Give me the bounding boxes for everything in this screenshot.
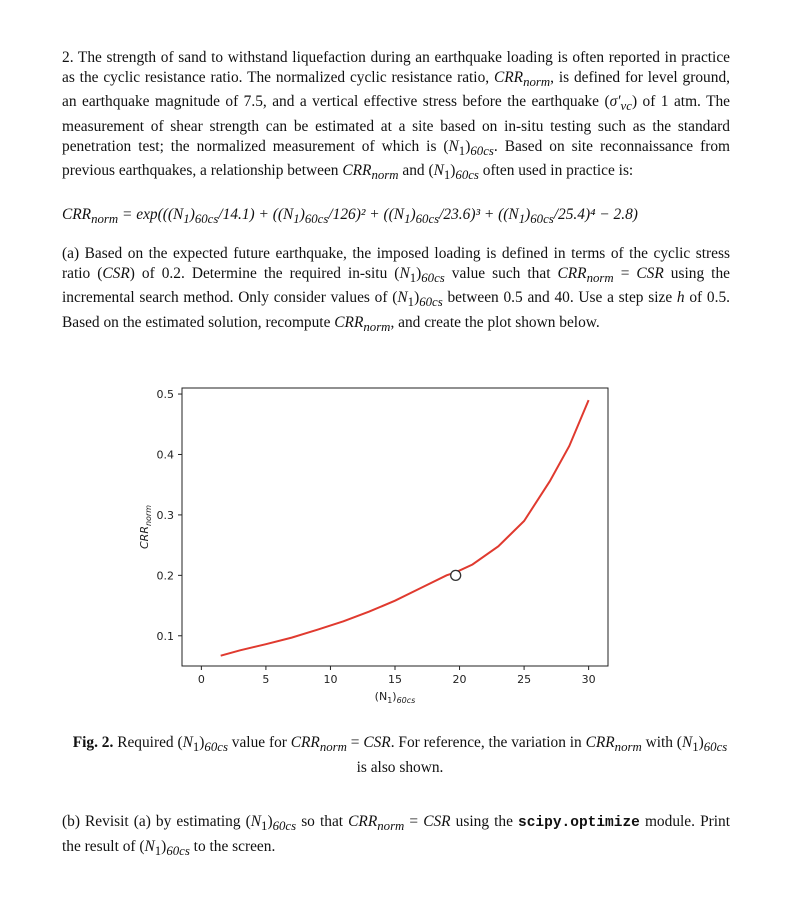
x-tick-label: 30 <box>581 673 596 686</box>
y-tick-label: 0.3 <box>156 508 174 522</box>
part-a-text: (a) Based on the expected future earthquake, the imposed loading is defined in terms of the cyclic stress ratio (CSR) of 0.2. Determine the required in-situ $(N_1)_{60cs}$ value such that $CRR_{norm}$ = CSR using the incremental search method. Only consider values of $(N_1)_{60cs}$ between 0.5 and 40. Use a step size h of 0.5. Based on the estimated solution, recompute $CRR_{norm}$, and create the plot shown below. <box>62 245 731 335</box>
x-tick-label: 10 <box>323 673 338 686</box>
y-axis-ticks <box>157 388 183 643</box>
problem-intro: 2. The strength of sand to withstand liquefaction during an earthquake loading is often reported in practice as the cyclic resistance ratio. The normalized cyclic resistance ratio, $CRR_{norm}$, is defined for level ground, an earthquake magnitude of 7.5, and a vertical effective stress before the earthquake $(\sigma'_{vc})$ of 1 atm. The measurement of shear strength can be estimated at a site based on in-situ testing such as the standard penetration test; the normalized measurement of which is $(N_1)_{60cs}$. Based on site reconnaissance from previous earthquakes, a relationship between $CRR_{norm}$ and $(N_1)_{60cs}$ often used in practice is: <box>62 49 731 183</box>
code-scipy-optimize: scipy.optimize <box>518 815 640 831</box>
figure-caption: Fig. 2. Required $(N_1)_{60cs}$ value for $CRR_{norm}$ = CSR. For reference, the variation in $CRR_{norm}$ with $(N_1)_{60cs}$ is also shown. <box>72 734 728 776</box>
plot-frame <box>182 388 608 666</box>
x-tick-label: 5 <box>262 673 270 686</box>
y-tick-label: 0.1 <box>156 629 174 643</box>
y-tick-label: 0.4 <box>156 448 174 462</box>
y-axis-label: $CRR_{norm}$ <box>138 504 153 550</box>
x-tick-label: 0 <box>197 673 205 686</box>
crr-figure <box>0 370 792 710</box>
x-tick-label: 15 <box>388 673 402 686</box>
y-tick-label: 0.5 <box>156 388 174 402</box>
x-tick-label: 25 <box>517 673 532 686</box>
x-axis-ticks <box>198 666 596 686</box>
part-b-text: (b) Revisit (a) by estimating $(N_1)_{60cs}$ so that $CRR_{norm}$ = CSR using the scipy.optimize module. Print the result of $(N_1)_{60cs}$ to the screen. <box>62 813 730 858</box>
x-tick-label: 20 <box>452 673 467 686</box>
crr-equation: $CRR_{norm} = \exp(((N_1)_{60cs}/14.1) + ((N_1)_{60cs}/126)^2 + ((N_1)_{60cs}/23.6)^3 + ((N_1)_{60cs}/25.4)^4 - 2.8)$ <box>62 206 638 227</box>
x-axis-label: $(N_1)_{60cs}$ <box>374 690 416 705</box>
y-tick-label: 0.2 <box>156 569 174 583</box>
crr-curve <box>221 400 589 656</box>
solution-marker <box>451 570 461 580</box>
